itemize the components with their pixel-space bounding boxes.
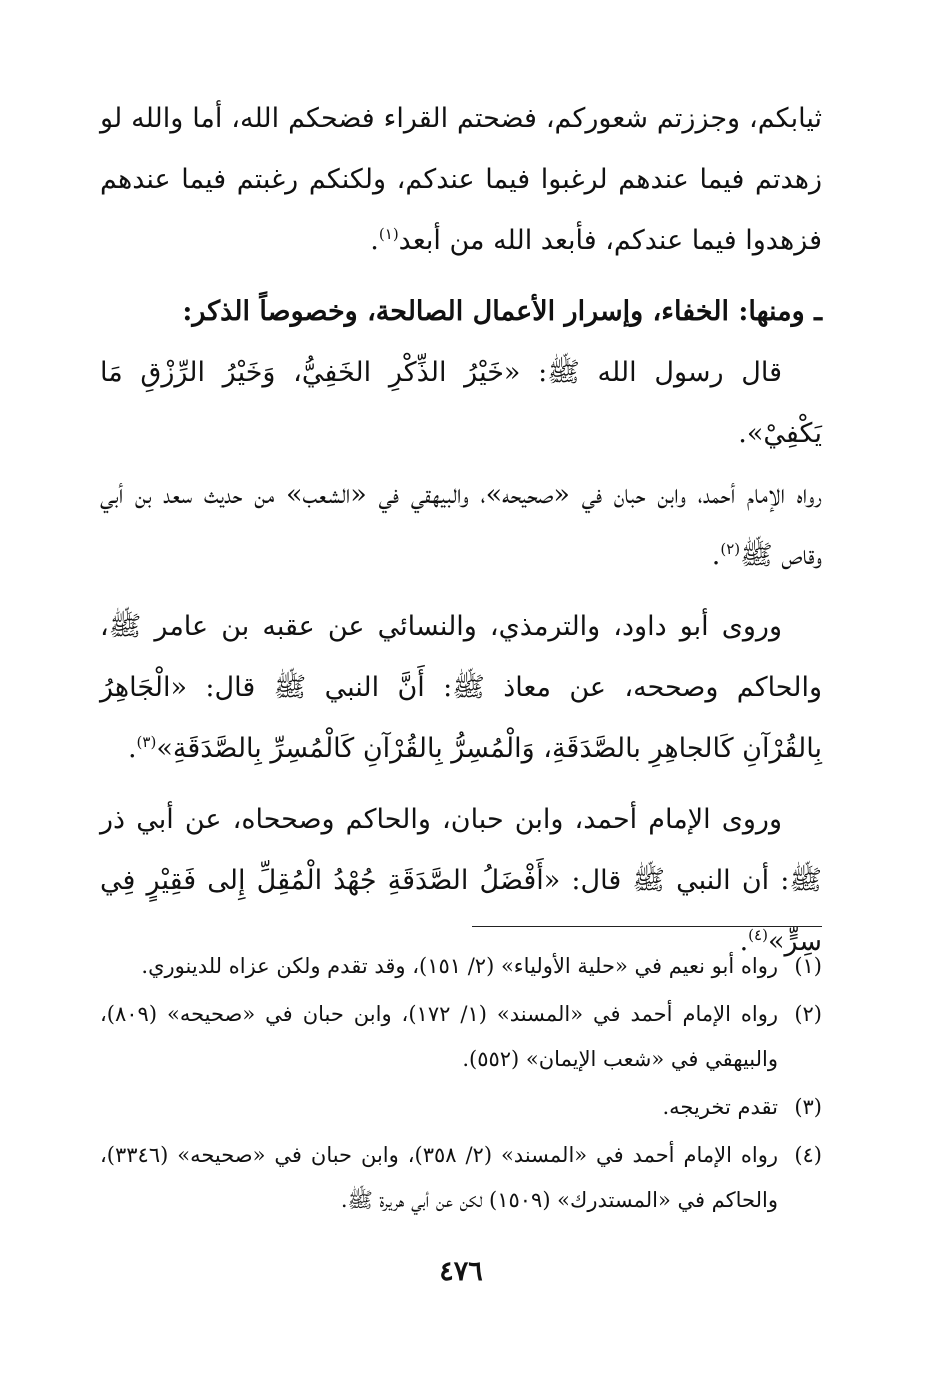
footnote-number: (٣) [794,1095,822,1119]
footnote-text: تقدم تخريجه. [662,1095,778,1119]
footnote-text: رواه الإمام أحمد في «المسند» (١/ ١٧٢)، وابن حبان في «صحيحه» (٨٠٩)، والبيهقي في «شعب الإيمان» (٥٥٢). [100,1002,778,1071]
footnote-number: (٢) [794,1002,822,1026]
paragraph-1-text: ثيابكم، وجززتم شعوركم، فضحتم القراء فضحكم الله، أما والله لو زهدتم فيما عندهم لرغبوا فيما عندكم، ولكنكم رغبتم فيما عندهم فزهدوا فيما عندكم، فأبعد الله من أبعد [100,103,822,256]
paragraph-4-end: . [127,733,137,764]
paragraph-5-text: وروى الإمام أحمد، وابن حبان، والحاكم وصححاه، عن أبي ذر ﷺ: أن النبي ﷺ قال: «أَفْضَلُ الصَّدَقَةِ جُهْدُ الْمُقِلِّ إِلى فَقِيْرٍ فِي سِرٍّ» [100,804,822,957]
footnote-text: رواه الإمام أحمد في «المسند» (٢/ ٣٥٨)، وابن حبان في «صحيحه» (٣٣٤٦)، والحاكم في «المستدرك» (١٥٠٩) لكن عن أبي هريرة ﷺ. [100,1143,778,1212]
main-text [100,88,822,972]
footnote-separator [472,926,822,927]
book-page [100,88,822,1288]
footnote-ref-4: (٤) [748,926,768,944]
footnote-text: رواه أبو نعيم في «حلية الأولياء» (٢/ ١٥١)، وقد تقدم ولكن عزاه للدينوري. [141,954,778,978]
footnote-ref-1: (١) [378,225,399,243]
footnote-ref-2: (٢) [720,540,741,558]
section-heading: ـ ومنها: الخفاء، وإسرار الأعمال الصالحة، وخصوصاً الذكر: [182,296,822,327]
paragraph-3-text: رواه الإمام أحمد، وابن حبان في «صحيحه»، والبيهقي في «الشعب» من حديث سعد بن أبي وقاص ﷺ [100,479,822,571]
paragraph-1-end: . [370,225,379,256]
paragraph-1 [100,88,822,271]
paragraph-3 [100,464,822,586]
footnote-number: (٤) [794,1143,822,1167]
footnote-item [100,992,822,1082]
footnote-ref-3: (٣) [136,733,157,751]
paragraph-4 [100,596,822,779]
paragraph-4-text: وروى أبو داود، والترمذي، والنسائي عن عقبه بن عامر ﷺ، والحاكم وصححه، عن معاذ ﷺ: أَنَّ النبي ﷺ قال: «الْجَاهِرُ بِالقُرْآنِ كَالجاهِرِ بالصَّدَقَةِ، وَالْمُسِرُّ بِالقُرْآنِ كَالْمُسِرِّ بِالصَّدَقَةِ» [100,611,822,764]
footnote-item [100,1133,822,1223]
paragraph-5-end: . [739,926,749,957]
page-number: ٤٧٦ [439,1256,483,1287]
paragraph-2: قال رسول الله ﷺ: «خَيْرُ الذِّكْرِ الخَفِيُّ، وَخَيْرُ الرِّزْقِ مَا يَكْفِيْ». [100,357,822,449]
paragraph-3-end: . [711,540,721,571]
footnotes [100,944,822,1226]
footnote-number: (١) [794,954,822,978]
footnote-item [100,1085,822,1130]
footnote-item [100,944,822,989]
